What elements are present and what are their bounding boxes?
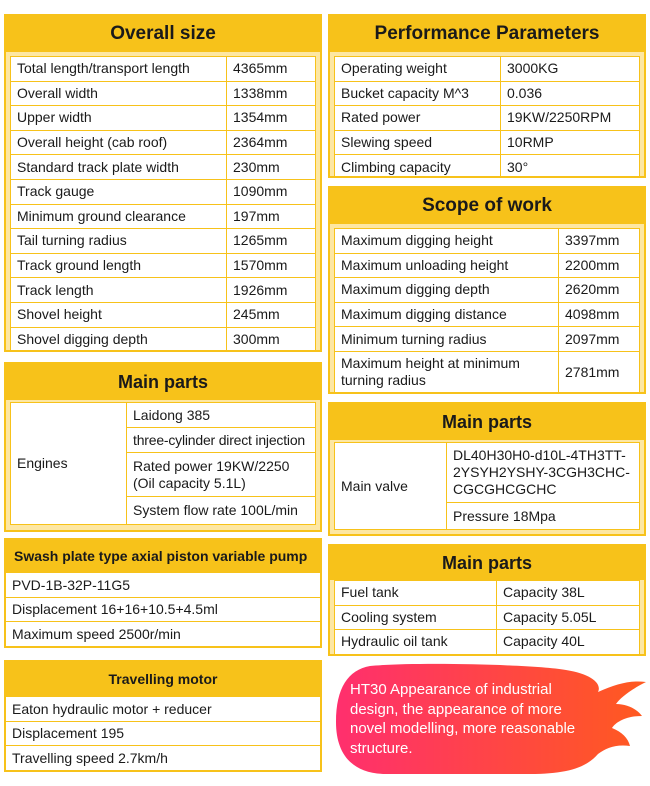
scope-label: Maximum height at minimum turning radius [335, 351, 559, 393]
overall-size-label: Track ground length [11, 253, 227, 278]
overall-size-value: 1354mm [227, 106, 316, 131]
tank-parts-table [334, 580, 640, 655]
scope-value: 2097mm [559, 327, 640, 352]
motor-row: Eaton hydraulic motor + reducer [6, 696, 320, 721]
performance-label: Rated power [335, 106, 501, 131]
scope-value: 2200mm [559, 253, 640, 278]
overall-size-label: Track length [11, 278, 227, 303]
performance-value: 30° [501, 155, 640, 178]
tank-row [335, 581, 640, 606]
overall-size-row [11, 327, 316, 352]
valve-item: Pressure 18Mpa [447, 503, 640, 530]
performance-table [334, 56, 640, 178]
motor-title: Travelling motor [6, 662, 320, 696]
overall-size-value: 197mm [227, 204, 316, 229]
tank-parts-title: Main parts [330, 546, 644, 580]
scope-label: Minimum turning radius [335, 327, 559, 352]
overall-size-row [11, 229, 316, 254]
tank-value: Capacity 40L [497, 630, 640, 655]
overall-size-row [11, 130, 316, 155]
scope-title: Scope of work [330, 188, 644, 224]
valve-parts-title: Main parts [330, 404, 644, 440]
overall-size-value: 1338mm [227, 81, 316, 106]
promo-callout [330, 660, 648, 778]
engine-parts-title: Main parts [6, 364, 320, 400]
scope-row [335, 278, 640, 303]
overall-size-value: 1570mm [227, 253, 316, 278]
tank-parts-panel [328, 544, 646, 656]
motor-row: Travelling speed 2.7km/h [6, 745, 320, 770]
scope-row [335, 302, 640, 327]
tank-value: Capacity 5.05L [497, 605, 640, 630]
pump-row: PVD-1B-32P-11G5 [6, 572, 320, 597]
scope-panel [328, 186, 646, 394]
overall-size-row [11, 302, 316, 327]
scope-value: 2781mm [559, 351, 640, 393]
engine-item: Laidong 385 [127, 403, 316, 428]
scope-row [335, 327, 640, 352]
overall-size-value: 4365mm [227, 57, 316, 82]
performance-row [335, 130, 640, 155]
engine-parts-panel [4, 362, 322, 532]
motor-panel [4, 660, 322, 772]
engine-item: Rated power 19KW/2250 (Oil capacity 5.1L) [127, 453, 316, 497]
overall-size-row [11, 278, 316, 303]
valve-parts-table [334, 442, 640, 530]
overall-size-row [11, 179, 316, 204]
overall-size-value: 1090mm [227, 179, 316, 204]
overall-size-value: 2364mm [227, 130, 316, 155]
scope-label: Maximum digging depth [335, 278, 559, 303]
scope-label: Maximum digging distance [335, 302, 559, 327]
overall-size-label: Shovel height [11, 302, 227, 327]
overall-size-label: Overall width [11, 81, 227, 106]
scope-value: 2620mm [559, 278, 640, 303]
tank-label: Hydraulic oil tank [335, 630, 497, 655]
performance-title: Performance Parameters [330, 16, 644, 52]
overall-size-row [11, 253, 316, 278]
overall-size-panel [4, 14, 322, 352]
overall-size-title: Overall size [6, 16, 320, 52]
performance-label: Climbing capacity [335, 155, 501, 178]
overall-size-label: Track gauge [11, 179, 227, 204]
overall-size-value: 1926mm [227, 278, 316, 303]
overall-size-row [11, 106, 316, 131]
overall-size-value: 300mm [227, 327, 316, 352]
valve-item: DL40H30H0-d10L-4TH3TT-2YSYH2YSHY-3CGH3CHC-CGCGHCGCHC [447, 443, 640, 503]
tank-label: Cooling system [335, 605, 497, 630]
overall-size-value: 230mm [227, 155, 316, 180]
performance-label: Bucket capacity M^3 [335, 81, 501, 106]
overall-size-value: 245mm [227, 302, 316, 327]
tank-row [335, 605, 640, 630]
valve-parts-panel [328, 402, 646, 536]
scope-row [335, 253, 640, 278]
scope-value: 4098mm [559, 302, 640, 327]
pump-title: Swash plate type axial piston variable pump [6, 540, 320, 572]
overall-size-label: Shovel digging depth [11, 327, 227, 352]
overall-size-label: Tail turning radius [11, 229, 227, 254]
tank-value: Capacity 38L [497, 581, 640, 606]
tank-row [335, 630, 640, 655]
overall-size-label: Minimum ground clearance [11, 204, 227, 229]
performance-label: Operating weight [335, 57, 501, 82]
motor-row: Displacement 195 [6, 721, 320, 746]
performance-value: 19KW/2250RPM [501, 106, 640, 131]
engine-item: System flow rate 100L/min [127, 497, 316, 525]
overall-size-value: 1265mm [227, 229, 316, 254]
overall-size-row [11, 155, 316, 180]
tank-label: Fuel tank [335, 581, 497, 606]
scope-label: Maximum unloading height [335, 253, 559, 278]
performance-value: 10RMP [501, 130, 640, 155]
performance-row [335, 81, 640, 106]
performance-label: Slewing speed [335, 130, 501, 155]
pump-row: Displacement 16+16+10.5+4.5ml [6, 597, 320, 622]
scope-label: Maximum digging height [335, 229, 559, 254]
overall-size-row [11, 204, 316, 229]
engine-label: Engines [11, 403, 127, 525]
overall-size-row [11, 57, 316, 82]
overall-size-table [10, 56, 316, 352]
pump-row: Maximum speed 2500r/min [6, 621, 320, 646]
overall-size-label: Standard track plate width [11, 155, 227, 180]
pump-panel [4, 538, 322, 648]
scope-table [334, 228, 640, 394]
scope-row [335, 229, 640, 254]
performance-row [335, 155, 640, 178]
scope-value: 3397mm [559, 229, 640, 254]
scope-row [335, 351, 640, 393]
engine-parts-table [10, 402, 316, 525]
valve-label: Main valve [335, 443, 447, 530]
overall-size-label: Total length/transport length [11, 57, 227, 82]
engine-item: three-cylinder direct injection [127, 428, 316, 453]
overall-size-row [11, 81, 316, 106]
performance-value: 0.036 [501, 81, 640, 106]
promo-text: HT30 Appearance of industrial design, the appearance of more novel modelling, more reasonable structure. [350, 681, 576, 757]
overall-size-label: Upper width [11, 106, 227, 131]
performance-row [335, 57, 640, 82]
overall-size-label: Overall height (cab roof) [11, 130, 227, 155]
performance-row [335, 106, 640, 131]
performance-value: 3000KG [501, 57, 640, 82]
performance-panel [328, 14, 646, 178]
